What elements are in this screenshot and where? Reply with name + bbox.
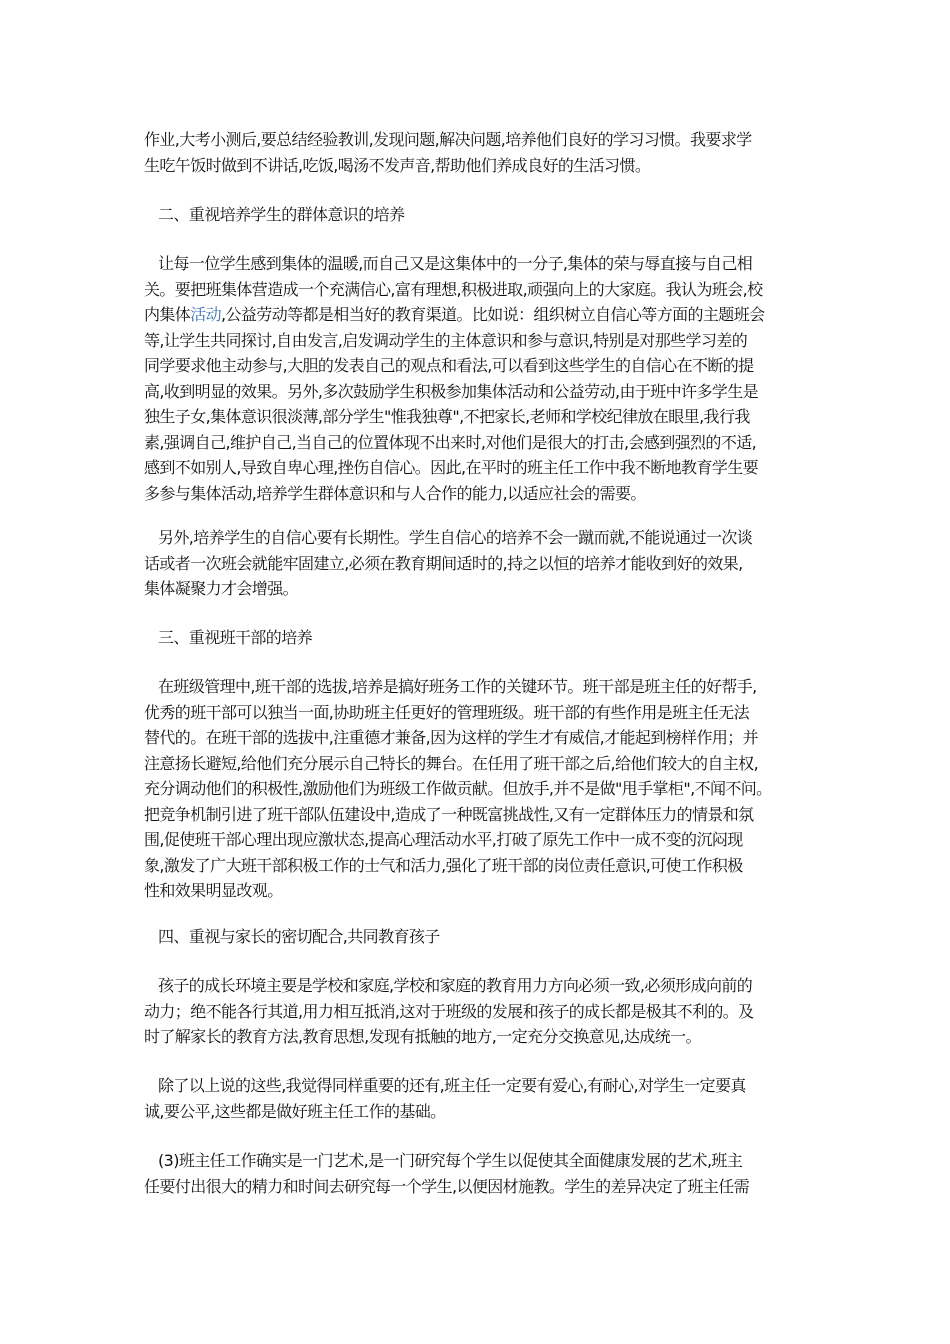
text-line: 把竞争机制引进了班干部队伍建设中,造成了一种既富挑战性,又有一定群体压力的情景和氛 (144, 804, 754, 824)
text-line: 优秀的班干部可以独当一面,协助班主任更好的管理班级。班干部的有些作用是班主任无法 (144, 702, 750, 722)
text-line: 孩子的成长环境主要是学校和家庭,学校和家庭的教育用力方向必须一致,必须形成向前的 (158, 976, 753, 995)
text-line: 围,促使班干部心理出现应激状态,提高心理活动水平,打破了原先工作中一成不变的沉闷现 (144, 830, 743, 849)
text-line: 多参与集体活动,培养学生群体意识和与人合作的能力,以适应社会的需要。 (144, 483, 646, 503)
text-line: 任要付出很大的精力和时间去研究每一个学生,以便因材施教。学生的差异决定了班主任需 (144, 1176, 750, 1196)
text-line: 感到不如别人,导致自卑心理,挫伤自信心。因此,在平时的班主任工作中我不断地教育学生要 (144, 458, 759, 477)
text-line: 时了解家长的教育方法,教育思想,发现有抵触的地方,一定充分交换意见,达成统一。 (144, 1027, 701, 1046)
paragraph (144, 973, 814, 1050)
paragraph (144, 1148, 814, 1199)
activity-link[interactable]: 活动 (190, 305, 222, 324)
text-line: 生吃午饭时做到不讲话,吃饭,喝汤不发声音,帮助他们养成良好的生活习惯。 (144, 155, 651, 175)
section-heading: 三、重视班干部的培养 (158, 628, 313, 647)
text-line: 让每一位学生感到集体的温暖,而自己又是这集体中的一分子,集体的荣与辱直接与自己相 (158, 254, 753, 273)
text-line: 独生子女,集体意识很淡薄,部分学生"惟我独尊",不把家长,老师和学校纪律放在眼里,我行我 (144, 407, 750, 426)
text-line: 充分调动他们的积极性,激励他们为班级工作做贡献。但放手,并不是做"甩手掌柜",不闻不问。 (144, 779, 772, 798)
text-line: 素,强调自己,维护自己,当自己的位置体现不出来时,对他们是很大的打击,会感到强烈的不适, (144, 432, 757, 452)
section-heading: 四、重视与家长的密切配合,共同教育孩子 (158, 927, 440, 946)
paragraph (144, 674, 814, 904)
text-line: 集体凝聚力才会增强。 (144, 579, 299, 598)
text-line: 内集体活动,公益劳动等都是相当好的教育渠道。比如说：组织树立自信心等方面的主题班会 (144, 305, 765, 324)
text-line: 在班级管理中,班干部的选拔,培养是搞好班务工作的关键环节。班干部是班主任的好帮手, (158, 677, 757, 696)
text-line: 动力；绝不能各行其道,用力相互抵消,这对于班级的发展和孩子的成长都是极其不利的。及 (144, 1001, 754, 1021)
text-line: 话或者一次班会就能牢固建立,必须在教育期间适时的,持之以恒的培养才能收到好的效果, (144, 553, 743, 573)
text-line: 象,激发了广大班干部积极工作的士气和活力,强化了班干部的岗位责任意识,可使工作积极 (144, 855, 743, 875)
paragraph (144, 251, 814, 506)
text-line: 关。要把班集体营造成一个充满信心,富有理想,积极进取,顽强向上的大家庭。我认为班会,校 (144, 279, 763, 299)
text-line: 另外,培养学生的自信心要有长期性。学生自信心的培养不会一蹴而就,不能说通过一次谈 (158, 528, 753, 547)
text-line: 等,让学生共同探讨,自由发言,启发调动学生的主体意识和参与意识,特别是对那些学习差的 (144, 330, 748, 350)
section-heading: 二、重视培养学生的群体意识的培养 (158, 205, 405, 224)
text-line: 诚,要公平,这些都是做好班主任工作的基础。 (144, 1101, 446, 1121)
text-line: 注意扬长避短,给他们充分展示自己特长的舞台。在任用了班干部之后,给他们较大的自主权, (144, 753, 759, 773)
text-line: 性和效果明显改观。 (144, 881, 283, 900)
text-line: 同学要求他主动参与,大胆的发表自己的观点和看法,可以看到这些学生的自信心在不断的提 (144, 356, 754, 375)
paragraph (144, 1073, 814, 1124)
text-line: 替代的。在班干部的选拔中,注重德才兼备,因为这样的学生才有威信,才能起到榜样作用；并 (144, 728, 759, 747)
text-line: 作业,大考小测后,要总结经验教训,发现问题,解决问题,培养他们良好的学习习惯。我要求学 (144, 130, 752, 149)
paragraph (144, 127, 814, 178)
paragraph (144, 525, 814, 602)
text-line: 高,收到明显的效果。另外,多次鼓励学生积极参加集体活动和公益劳动,由于班中许多学生是 (144, 381, 759, 401)
text-line: (3)班主任工作确实是一门艺术,是一门研究每个学生以促使其全面健康发展的艺术,班主 (158, 1151, 743, 1170)
text-line: 除了以上说的这些,我觉得同样重要的还有,班主任一定要有爱心,有耐心,对学生一定要真 (158, 1076, 746, 1095)
